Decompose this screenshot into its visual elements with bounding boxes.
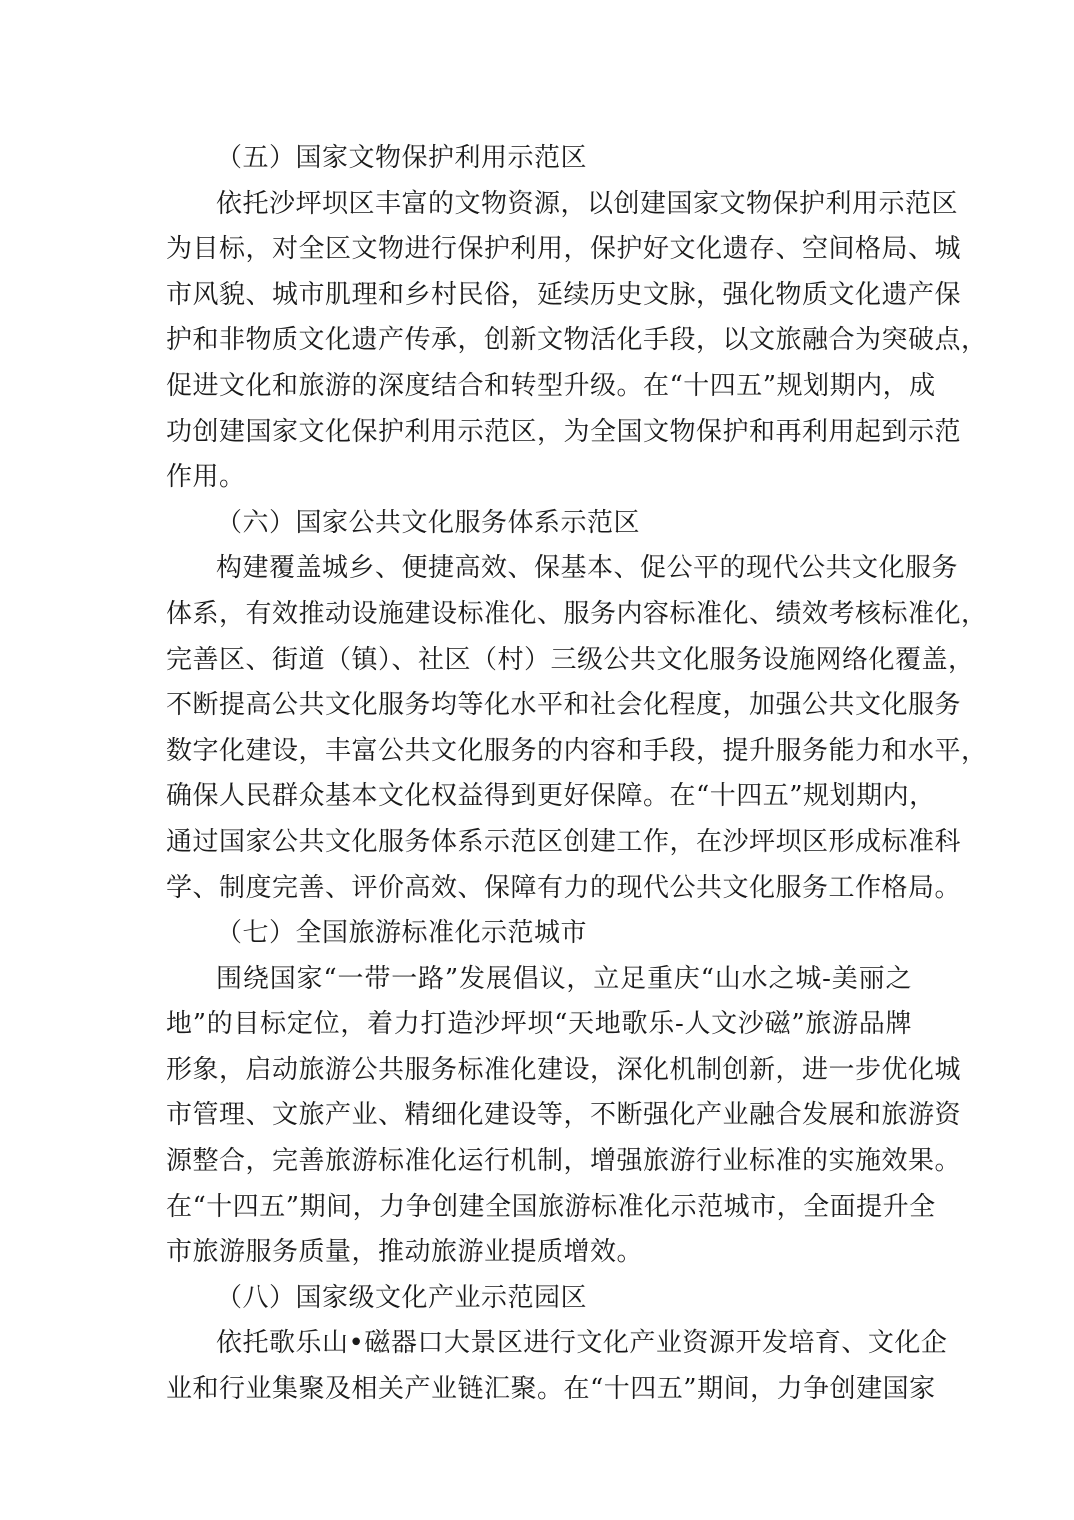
document-page: [166, 136, 988, 1413]
paragraph-line: 业和行业集聚及相关产业链汇聚。在“十四五”期间，力争创建国家: [166, 1374, 936, 1405]
paragraph-line: 源整合，完善旅游标准化运行机制，增强旅游行业标准的实施效果。: [166, 1146, 962, 1177]
paragraph-line: 确保人民群众基本文化权益得到更好保障。在“十四五”规划期内，: [166, 781, 936, 812]
paragraph-line: 依托沙坪坝区丰富的文物资源，以创建国家文物保护利用示范区: [216, 188, 959, 219]
paragraph-line: 围绕国家“一带一路”发展倡议，立足重庆“山水之城-美丽之: [216, 963, 912, 994]
section-heading-7: （七）全国旅游标准化示范城市: [216, 918, 588, 949]
paragraph-line: 功创建国家文化保护利用示范区，为全国文物保护和再利用起到示范: [166, 416, 962, 447]
paragraph-line: 构建覆盖城乡、便捷高效、保基本、促公平的现代公共文化服务: [216, 553, 959, 584]
paragraph-line: 护和非物质文化遗产传承，创新文物活化手段，以文旅融合为突破点，: [166, 325, 988, 356]
paragraph-line: 在“十四五”期间，力争创建全国旅游标准化示范城市，全面提升全: [166, 1191, 936, 1222]
paragraph-line: 通过国家公共文化服务体系示范区创建工作，在沙坪坝区形成标准科: [166, 826, 962, 857]
paragraph-line: 作用。: [166, 462, 246, 493]
paragraph-line: 市管理、文旅产业、精细化建设等，不断强化产业融合发展和旅游资: [166, 1100, 962, 1131]
paragraph-line: 市风貌、城市肌理和乡村民俗，延续历史文脉，强化物质文化遗产保: [166, 279, 962, 310]
section-heading-6: （六）国家公共文化服务体系示范区: [216, 507, 641, 538]
section-heading-5: （五）国家文物保护利用示范区: [216, 143, 588, 173]
paragraph-line: 市旅游服务质量，推动旅游业提质增效。: [166, 1237, 644, 1268]
paragraph-line: 体系，有效推动设施建设标准化、服务内容标准化、绩效考核标准化，: [166, 598, 988, 629]
paragraph-line: 完善区、街道（镇）、社区（村）三级公共文化服务设施网络化覆盖，: [166, 644, 975, 675]
paragraph-line: 促进文化和旅游的深度结合和转型升级。在“十四五”规划期内，成: [166, 370, 936, 401]
paragraph-line: 依托歌乐山•磁器口大景区进行文化产业资源开发培育、文化企: [216, 1328, 948, 1359]
paragraph-line: 学、制度完善、评价高效、保障有力的现代公共文化服务工作格局。: [166, 872, 962, 903]
paragraph-line: 数字化建设，丰富公共文化服务的内容和手段，提升服务能力和水平，: [166, 735, 988, 766]
section-heading-8: （八）国家级文化产业示范园区: [216, 1282, 588, 1313]
paragraph-line: 形象，启动旅游公共服务标准化建设，深化机制创新，进一步优化城: [166, 1054, 962, 1085]
paragraph-line: 为目标，对全区文物进行保护利用，保护好文化遗存、空间格局、城: [166, 234, 962, 265]
paragraph-line: 不断提高公共文化服务均等化水平和社会化程度，加强公共文化服务: [166, 690, 962, 721]
paragraph-line: 地”的目标定位，着力打造沙坪坝“天地歌乐-人文沙磁”旅游品牌: [166, 1009, 912, 1040]
